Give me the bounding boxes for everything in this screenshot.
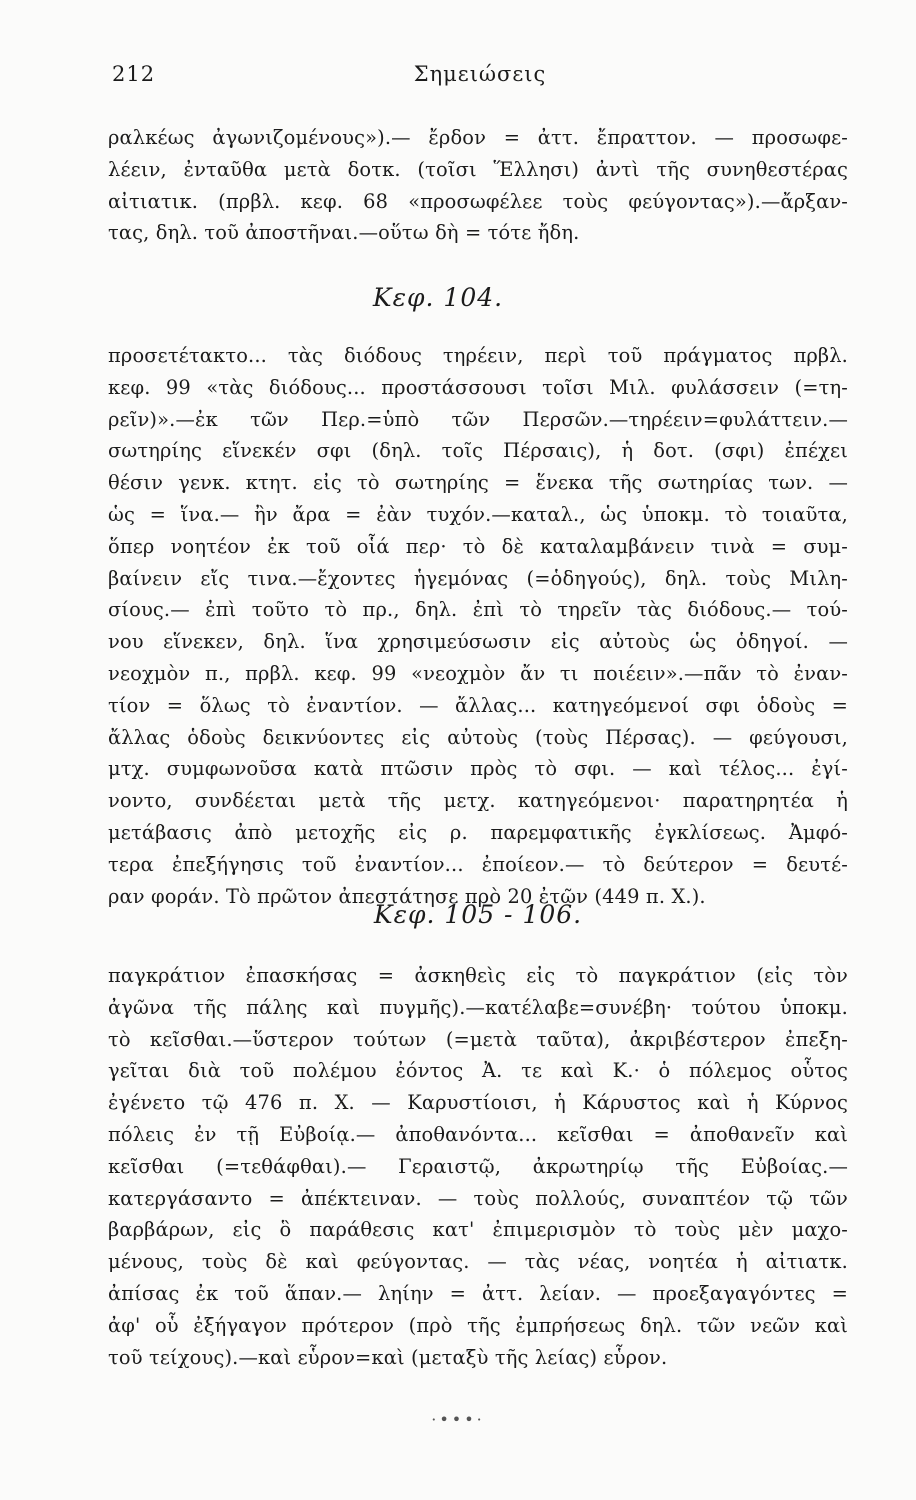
text-line: προσετέτακτο... τὰς διόδους τηρέειν, περὶ τοῦ πράγματος πρβλ. xyxy=(108,344,848,367)
chapter-105-106-paragraph xyxy=(108,960,848,1373)
text-line: ἐγένετο τῷ 476 π. Χ. — Καρυστίοισι, ἡ Κάρυστος καὶ ἡ Κύρνος xyxy=(108,1091,848,1115)
text-line: νοντο, συνδέεται μετὰ τῆς μετχ. κατηγεόμενοι· παρατηρητέα ἡ xyxy=(108,789,848,813)
text-line: λέειν, ἐνταῦθα μετὰ δοτκ. (τοῖσι Ἕλλησι) ἀντὶ τῆς συνηθεστέρας xyxy=(108,157,848,181)
text-line: μτχ. συμφωνοῦσα κατὰ πτῶσιν πρὸς τὸ σφι. — καὶ τέλος... ἐγί- xyxy=(108,757,848,781)
text-line: κεφ. 99 «τὰς διόδους... προστάσσουσι τοῖσι Μιλ. φυλάσσειν (=τη- xyxy=(108,375,848,399)
text-line: μένους, τοὺς δὲ καὶ φεύγοντας. — τὰς νέας, νοητέα ἡ αἰτιατκ. xyxy=(108,1250,848,1274)
text-line: τὸ κεῖσθαι.—ὕστερον τούτων (=μετὰ ταῦτα), ἀκριβέστερον ἐπεξη- xyxy=(108,1027,848,1051)
text-line: σίους.— ἐπὶ τοῦτο τὸ πρ., δηλ. ἐπὶ τὸ τηρεῖν τὰς διόδους.— τού- xyxy=(108,598,848,622)
text-line: θέσιν γενκ. κτητ. εἰς τὸ σωτηρίης = ἕνεκα τῆς σωτηρίας των. — xyxy=(108,471,848,495)
page-number: 212 xyxy=(112,62,156,86)
text-line: ἀφ' οὗ ἐξήγαγον πρότερον (πρὸ τῆς ἐμπρήσεως δηλ. τῶν νεῶν καὶ xyxy=(108,1313,848,1337)
text-line: γεῖται διὰ τοῦ πολέμου ἐόντος Ἀ. τε καὶ Κ.· ὁ πόλεμος οὗτος xyxy=(108,1059,848,1083)
text-line: ὅπερ νοητέον ἐκ τοῦ οἷά περ· τὸ δὲ καταλαμβάνειν τινὰ = συμ- xyxy=(108,534,848,558)
text-line: κατεργάσαντο = ἀπέκτειναν. — τοὺς πολλούς, συναπτέον τῷ τῶν xyxy=(108,1186,848,1210)
text-line: τίον = ὅλως τὸ ἐναντίον. — ἄλλας... κατηγεόμενοί σφι ὁδοὺς = xyxy=(108,693,848,717)
text-line: τερα ἐπεξήγησις τοῦ ἐναντίον... ἐποίεον.— τὸ δεύτερον = δευτέ- xyxy=(108,852,848,876)
text-line: παγκράτιον ἐπασκήσας = ἀσκηθεὶς εἰς τὸ παγκράτιον (εἰς τὸν xyxy=(108,964,848,987)
end-ornament: ·•••· xyxy=(431,1410,485,1429)
text-line: κεῖσθαι (=τεθάφθαι).— Γεραιστῷ, ἀκρωτηρίῳ τῆς Εὐβοίας.— xyxy=(108,1154,848,1178)
running-title: Σημειώσεις xyxy=(413,62,547,86)
text-line: ρεῖν)».—ἐκ τῶν Περ.=ὑπὸ τῶν Περσῶν.—τηρέειν=φυλάττειν.— xyxy=(108,407,848,431)
text-line: νεοχμὸν π., πρβλ. κεφ. 99 «νεοχμὸν ἄν τι ποιέειν».—πᾶν τὸ ἐναν- xyxy=(108,661,848,685)
page-header xyxy=(112,62,848,98)
text-line: βαρβάρων, εἰς ὃ παράθεσις κατ' ἐπιμερισμὸν τὸ τοὺς μὲν μαχο- xyxy=(108,1218,848,1242)
text-line: ραλκέως ἀγωνιζομένους»).— ἔρδον = ἀττ. ἔπραττον. — προσωφε- xyxy=(108,126,848,149)
chapter-heading-104: Κεφ. 104. xyxy=(372,283,504,312)
chapter-heading-105-106: Κεφ. 105 - 106. xyxy=(373,900,583,929)
text-line: βαίνειν εἴς τινα.—ἔχοντες ἡγεμόνας (=ὁδηγούς), δηλ. τοὺς Μιλη- xyxy=(108,566,848,590)
text-line: ραν φοράν. Τὸ πρῶτον ἀπεστάτησε πρὸ 20 ἐτῶν (449 π. Χ.). xyxy=(108,884,706,908)
text-line: αἰτιατικ. (πρβλ. κεφ. 68 «προσωφέλεε τοὺς φεύγοντας»).—ἄρξαν- xyxy=(108,189,848,213)
text-line: νου εἵνεκεν, δηλ. ἵνα χρησιμεύσωσιν εἰς αὐτοὺς ὡς ὁδηγοί. — xyxy=(108,630,848,654)
chapter-104-paragraph xyxy=(108,340,848,912)
text-line: σωτηρίης εἵνεκέν σφι (δηλ. τοῖς Πέρσαις), ἡ δοτ. (σφι) ἐπέχει xyxy=(108,439,848,463)
text-line: τας, δηλ. τοῦ ἀποστῆναι.—οὕτω δὴ = τότε ἤδη. xyxy=(108,221,580,245)
text-line: πόλεις ἐν τῇ Εὐβοίᾳ.— ἀποθανόντα... κεῖσθαι = ἀποθανεῖν καὶ xyxy=(108,1122,848,1146)
intro-paragraph xyxy=(108,122,848,249)
text-line: μετάβασις ἀπὸ μετοχῆς εἰς ρ. παρεμφατικῆς ἐγκλίσεως. Ἀμφό- xyxy=(108,820,848,844)
text-line: τοῦ τείχους).—καὶ εὗρον=καὶ (μεταξὺ τῆς λείας) εὗρον. xyxy=(108,1345,668,1369)
text-line: ἄλλας ὁδοὺς δεικνύοντες εἰς αὐτοὺς (τοὺς Πέρσας). — φεύγουσι, xyxy=(108,725,848,749)
text-line: ἀγῶνα τῆς πάλης καὶ πυγμῆς).—κατέλαβε=συνέβη· τούτου ὑποκμ. xyxy=(108,995,848,1019)
text-line: ὡς = ἵνα.— ἢν ἄρα = ἐὰν τυχόν.—καταλ., ὡς ὑποκμ. τὸ τοιαῦτα, xyxy=(108,502,848,526)
text-line: ἀπίσας ἐκ τοῦ ἅπαν.— ληίην = ἀττ. λείαν. — προεξαγαγόντες = xyxy=(108,1281,848,1305)
